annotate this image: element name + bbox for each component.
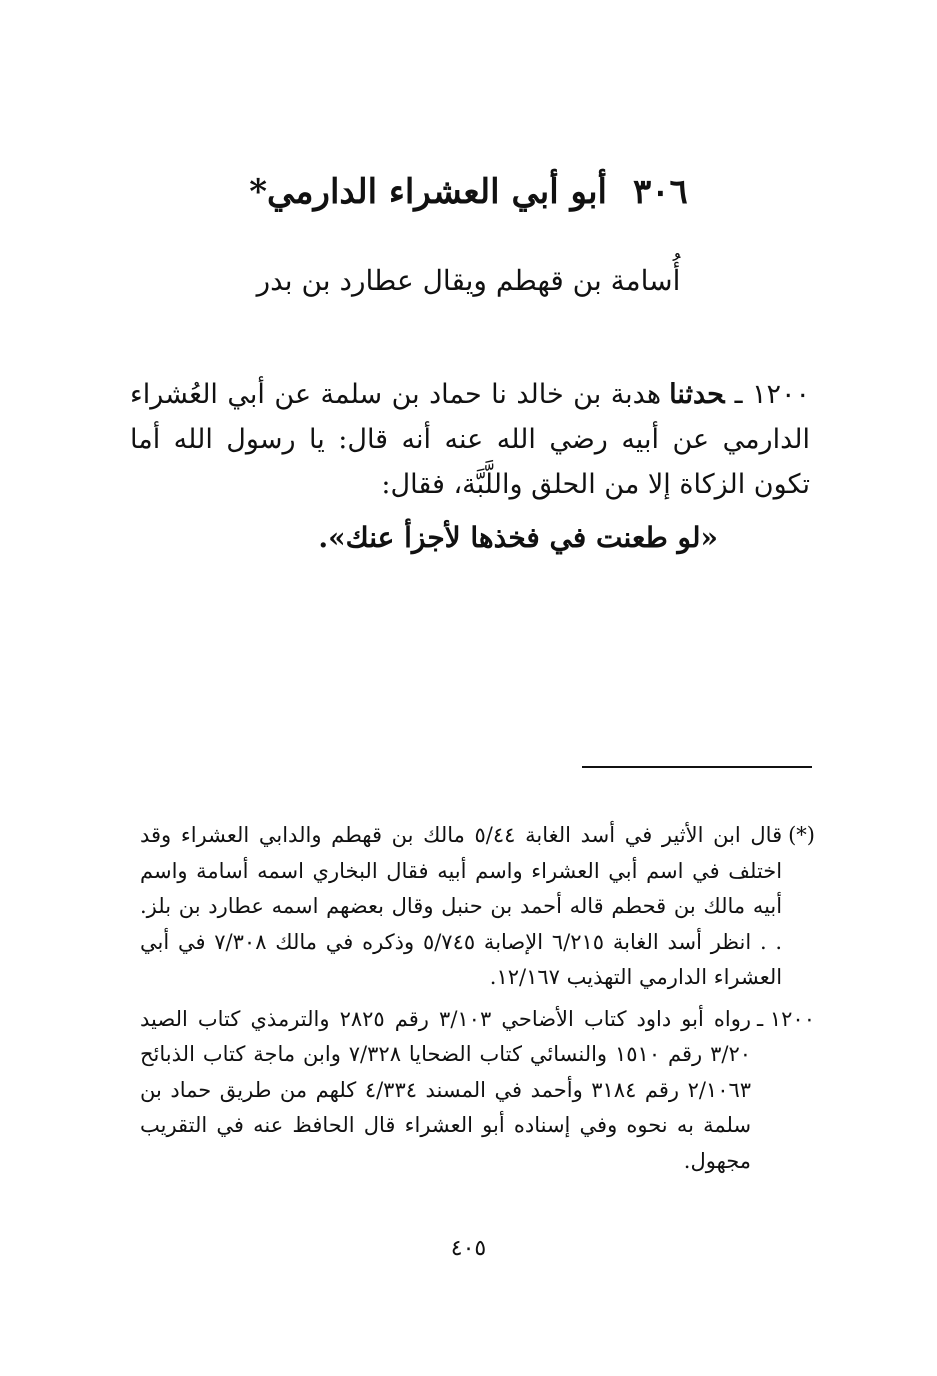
footnote-text: قال ابن الأثير في أسد الغابة ٥/٤٤ مالك بن قهطم والدابي العشراء وقد اختلف في اسم أبي العشراء واسم أبيه فقال البخاري اسمه أسامة واسم أبيه مالك بن قحطم قاله أحمد بن حنبل وقال بعضهم اسمه عطارد بن بلز. . . انظر أسد الغابة ٦/٢١٥ الإصابة ٥/٧٤٥ وذكره في مالك ٧/٣٠٨ في أبي العشراء الدارمي التهذيب ١٢/١٦٧.	[140, 823, 783, 989]
footnote-marker: (*)	[788, 823, 815, 847]
hadith-block	[130, 372, 810, 560]
chapter-heading	[0, 168, 937, 216]
chapter-number: ٣٠٦	[633, 172, 688, 212]
hadith-number: ١٢٠٠ ـ	[734, 379, 811, 410]
footnote	[140, 1002, 815, 1180]
footnote	[140, 818, 815, 996]
footnote-text: رواه أبو داود كتاب الأضاحي ٣/١٠٣ رقم ٢٨٢٥ والترمذي كتاب الصيد ٣/٢٠ رقم ١٥١٠ والنسائي كتاب الضحايا ٧/٣٢٨ وابن ماجة كتاب الذبائح ٢/١٠٦٣ رقم ٣١٨٤ وأحمد في المسند ٤/٣٣٤ كلهم من طريق حماد بن سلمة به نحوه وفي إسناده أبو العشراء قال الحافظ عنه في التقريب مجهول.	[140, 1006, 752, 1173]
hadith-lead-word: حدثنا	[669, 379, 725, 410]
footnote-separator	[582, 766, 812, 768]
hadith-quote: «لو طعنت في فخذها لأجزأ عنك».	[318, 521, 718, 554]
hadith-text: هدبة بن خالد نا حماد بن سلمة عن أبي العُشراء الدارمي عن أبيه رضي الله عنه أنه قال: يا رسول الله أما تكون الزكاة إلا من الحلق واللَّبَّة، فقال:	[130, 379, 810, 500]
chapter-subtitle: أُسامة بن قهطم ويقال عطارد بن بدر	[256, 264, 681, 297]
footnote-marker: ١٢٠٠ ـ	[757, 1006, 815, 1031]
page-number: ٤٠٥	[450, 1236, 487, 1261]
chapter-title: أبو أبي العشراء الدارمي*	[249, 172, 608, 212]
footnotes	[140, 818, 815, 1179]
